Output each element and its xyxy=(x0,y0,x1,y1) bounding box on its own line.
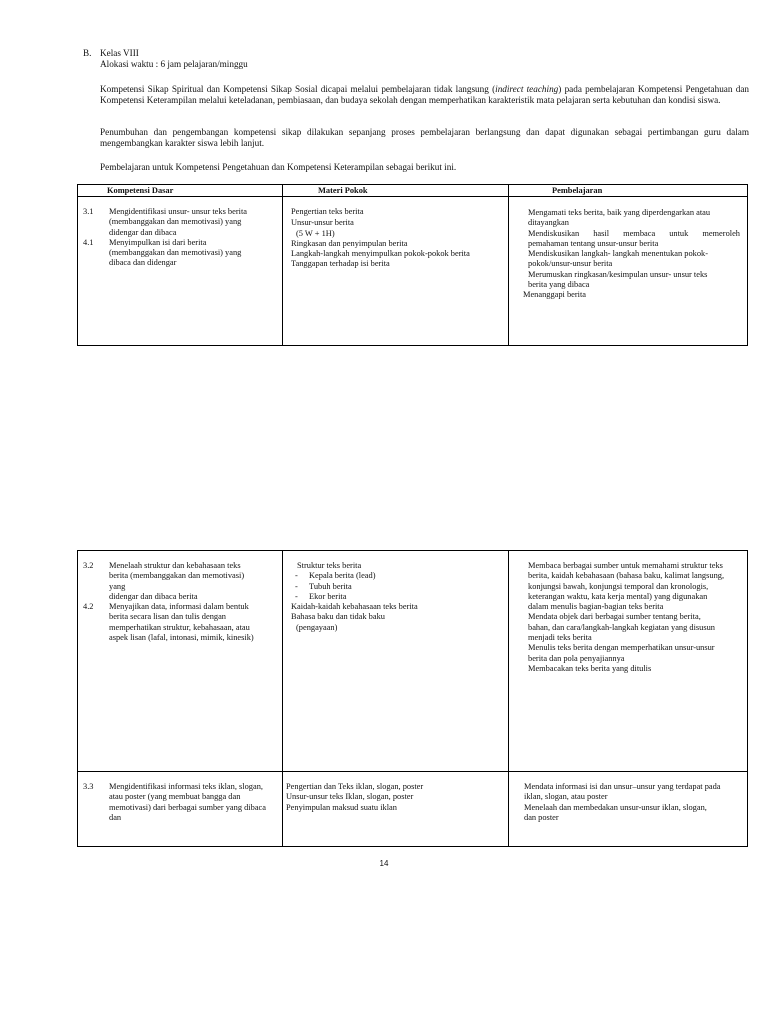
kd-line: Mengidentifikasi unsur- unsur teks berita xyxy=(109,207,247,216)
pembelajaran-line: konjungsi bawah, konjungsi temporal dan kronologis, xyxy=(528,581,709,591)
pembelajaran-line: iklan, slogan, atau poster xyxy=(524,792,608,802)
materi-line: Pengertian teks berita xyxy=(291,207,364,216)
materi-heading: Struktur teks berita xyxy=(297,561,362,570)
materi-cell-row2 xyxy=(291,561,505,633)
materi-line: Kaidah-kaidah kebahasaan teks berita xyxy=(291,602,418,612)
materi-line: Tanggapan terhadap isi berita xyxy=(291,259,390,269)
pembelajaran-line: berita, kaidah kebahasaan (bahasa baku, kalimat langsung, xyxy=(528,571,725,581)
pembelajaran-line: Membacakan teks berita yang ditulis xyxy=(528,663,652,673)
pembelajaran-line: pokok/unsur-unsur berita xyxy=(528,259,613,269)
materi-list-item xyxy=(291,571,505,581)
section-label: B. xyxy=(83,48,92,58)
pembelajaran-line: pemahaman tentang unsur-unsur berita xyxy=(528,238,659,248)
materi-cell-row3 xyxy=(286,782,506,813)
kd-item xyxy=(83,782,279,823)
table-header-divider xyxy=(77,196,748,197)
kd-number: 4.1 xyxy=(83,237,94,247)
materi-line: Bahasa baku dan tidak baku xyxy=(291,612,385,622)
kd-line: aspek lisan (lafal, intonasi, mimik, kinesik) xyxy=(109,633,254,643)
pembelajaran-line: ditayangkan xyxy=(528,218,569,228)
pembelajaran-line: Menanggapi berita xyxy=(523,290,587,300)
header-pembelajaran: Pembelajaran xyxy=(552,186,603,195)
materi-list-item xyxy=(291,592,505,602)
pembelajaran-line: keterangan waktu, kata kerja mental) yang digunakan xyxy=(528,591,708,601)
pembelajaran-line: Membaca berbagai sumber untuk memahami struktur teks xyxy=(528,561,723,570)
materi-list-text: Kepala berita (lead) xyxy=(309,571,376,581)
pembelajaran-line: Mengamati teks berita, baik yang diperdengarkan atau xyxy=(528,208,711,217)
pembelajaran-line: dalam menulis bagian-bagian teks berita xyxy=(528,602,664,612)
pembelajaran-line: Mendiskusikan langkah- langkah menentukan pokok- xyxy=(528,249,709,259)
pembelajaran-line: Mendata objek dari berbagai sumber tentang berita, xyxy=(528,612,701,622)
dash-bullet-icon: - xyxy=(295,571,298,581)
kd-number: 3.1 xyxy=(83,207,94,216)
kd-line: berita secara lisan dan tulis dengan xyxy=(109,612,226,622)
materi-cell-row1 xyxy=(291,207,505,270)
paragraph-text: Kompetensi Sikap Spiritual dan Kompetensi Sikap Sosial dicapai melalui pembelajaran tidak langsung ( xyxy=(100,84,496,94)
kd-line: didengar dan dibaca xyxy=(109,227,177,237)
section-title: Kelas VIII xyxy=(100,48,139,58)
kd-line: yang xyxy=(109,581,126,591)
materi-list-item xyxy=(291,582,505,592)
column-divider xyxy=(282,550,283,847)
materi-line: Pengertian dan Teks iklan, slogan, poster xyxy=(286,782,424,791)
kd-line: Menelaah struktur dan kebahasaan teks xyxy=(109,561,241,570)
pembelajaran-line: Mendata informasi isi dan unsur–unsur yang terdapat pada xyxy=(524,782,721,791)
paragraph-learning: Pembelajaran untuk Kompetensi Pengetahuan dan Kompetensi Keterampilan sebagai berikut ini. xyxy=(100,162,457,172)
kd-line: dibaca dan didengar xyxy=(109,258,177,268)
kd-line: Mengidentifikasi informasi teks iklan, slogan, xyxy=(109,782,263,791)
materi-line: Penyimpulan maksud suatu iklan xyxy=(286,802,397,812)
kd-line: berita (membanggakan dan memotivasi) xyxy=(109,571,245,581)
pembelajaran-line: Menulis teks berita dengan memperhatikan unsur-unsur xyxy=(528,643,715,653)
paragraph-competence xyxy=(100,84,749,106)
materi-list-text: Ekor berita xyxy=(309,591,347,601)
time-allocation: Alokasi waktu : 6 jam pelajaran/minggu xyxy=(100,59,248,69)
column-divider xyxy=(508,184,509,346)
kd-cell-row3 xyxy=(83,782,279,823)
kd-line: atau poster (yang membuat bangga dan xyxy=(109,792,241,802)
materi-line: Unsur-unsur teks Iklan, slogan, poster xyxy=(286,792,414,802)
kd-line: memotivasi) dari berbagai sumber yang dibaca xyxy=(109,802,266,812)
paragraph-attitude: Penumbuhan dan pengembangan kompetensi sikap dilakukan sepanjang proses pembelajaran berlangsung dan dapat digunakan sebagai pertimbangan guru dalam mengembangkan karakter siswa lebih lanjut. xyxy=(100,127,749,149)
kd-cell-row1 xyxy=(83,207,279,269)
pembelajaran-line: menjadi teks berita xyxy=(528,633,592,643)
column-divider xyxy=(282,184,283,346)
pembelajaran-line: Mendiskusikan hasil membaca untuk memeroleh xyxy=(528,228,740,238)
dash-bullet-icon: - xyxy=(295,591,298,601)
kd-number: 4.2 xyxy=(83,602,94,612)
header-kompetensi-dasar: Kompetensi Dasar xyxy=(107,186,174,195)
pembelajaran-cell-row1 xyxy=(523,208,740,301)
materi-line: (5 W + 1H) xyxy=(296,228,335,238)
materi-list-text: Tubuh berita xyxy=(309,581,352,591)
pembelajaran-line: dan poster xyxy=(524,812,559,822)
materi-line: Ringkasan dan penyimpulan berita xyxy=(291,238,408,248)
kd-line: memperhatikan struktur, kebahasaan, atau xyxy=(109,622,250,632)
kd-number: 3.3 xyxy=(83,782,94,791)
paragraph-italic-term: indirect teaching xyxy=(495,84,559,94)
materi-line: (pengayaan) xyxy=(296,622,338,632)
column-divider xyxy=(508,550,509,847)
row-divider xyxy=(77,771,748,772)
page-number: 14 xyxy=(379,859,389,868)
kd-line: (membanggakan dan memotivasi) yang xyxy=(109,248,242,258)
kd-item xyxy=(83,238,279,269)
pembelajaran-line: berita dan pola penyajiannya xyxy=(528,653,625,663)
kd-item xyxy=(83,207,279,238)
dash-bullet-icon: - xyxy=(295,581,298,591)
kd-number: 3.2 xyxy=(83,561,94,570)
pembelajaran-line: Merumuskan ringkasan/kesimpulan unsur- unsur teks xyxy=(528,269,708,279)
materi-line: Langkah-langkah menyimpulkan pokok-pokok berita xyxy=(291,249,470,259)
kd-line: dan xyxy=(109,812,122,822)
kd-item xyxy=(83,561,279,602)
kd-cell-row2 xyxy=(83,561,279,643)
header-materi-pokok: Materi Pokok xyxy=(318,186,368,195)
pembelajaran-line: bahan, dan cara/langkah-langkah kegiatan yang disusun xyxy=(528,622,715,632)
kd-item xyxy=(83,602,279,643)
kd-line: (membanggakan dan memotivasi) yang xyxy=(109,217,242,227)
kd-line: didengar dan dibaca berita xyxy=(109,591,198,601)
kd-line: Menyimpulkan isi dari berita xyxy=(109,237,207,247)
paragraph-text: ) pada pembelajaran Kompetensi Pengetahuan dan Kompetensi Keterampilan melalui keteladanan, pembiasaan, dan budaya sekolah dengan memperhatikan karakteristik mata pelajaran serta kebutuhan dan kondisi siswa. xyxy=(100,84,749,106)
materi-line: Unsur-unsur berita xyxy=(291,218,354,228)
pembelajaran-cell-row2 xyxy=(528,561,742,674)
kd-line: Menyajikan data, informasi dalam bentuk xyxy=(109,602,249,612)
pembelajaran-line: Menelaah dan membedakan unsur-unsur iklan, slogan, xyxy=(524,802,707,812)
pembelajaran-line: berita yang dibaca xyxy=(528,280,590,290)
pembelajaran-cell-row3 xyxy=(524,782,744,823)
